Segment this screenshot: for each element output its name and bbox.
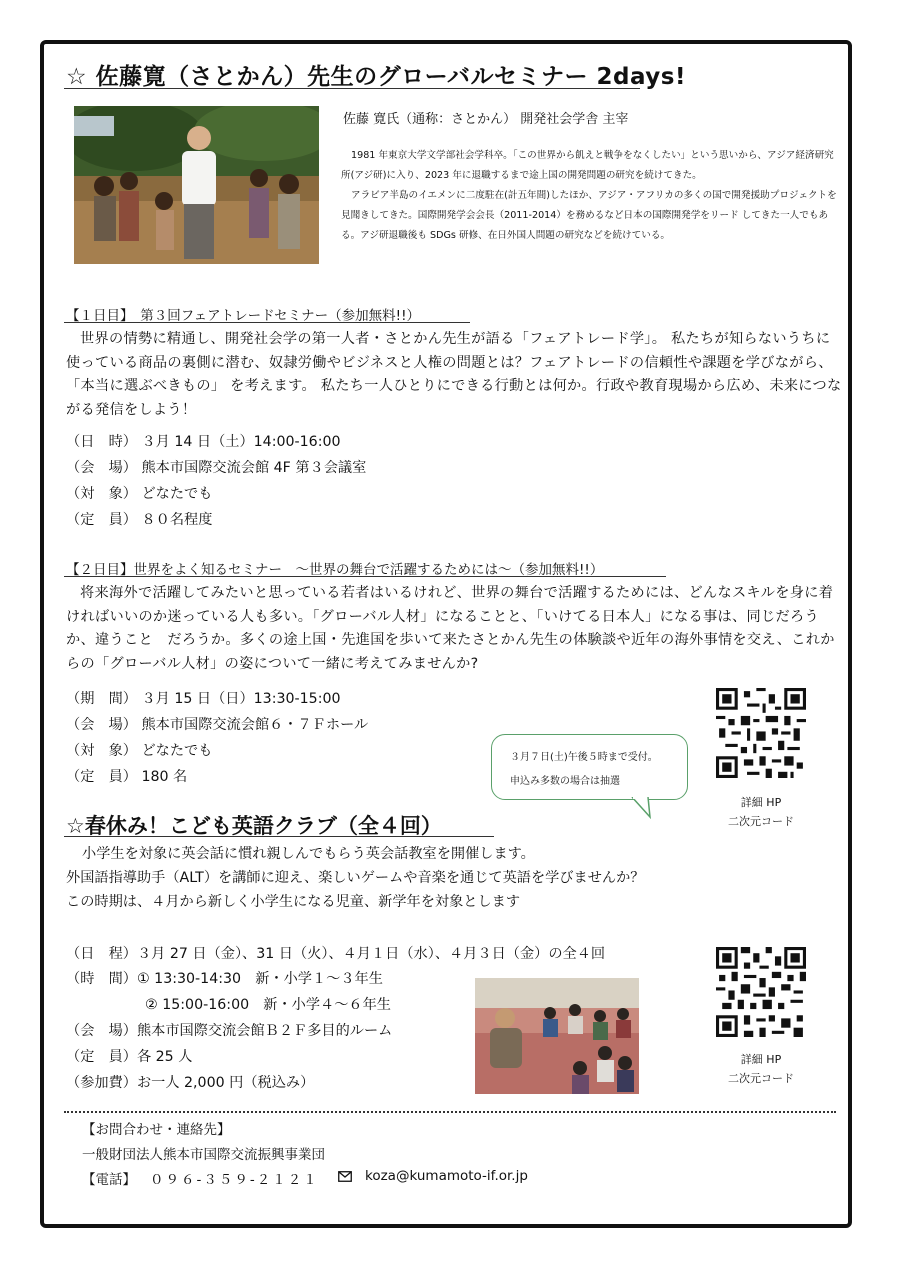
divider (64, 1111, 836, 1113)
day2-capacity: （定 員） 180 名 (66, 769, 188, 785)
club-fee: （参加費）お一人 2,000 円（税込み） (66, 1075, 315, 1091)
day2-target: （対 象） どなたでも (66, 743, 213, 759)
qr-code-club[interactable] (716, 947, 806, 1037)
day1-underline (64, 322, 470, 323)
bubble-tail (630, 797, 658, 819)
club-venue: （会 場）熊本市国際交流会館Ｂ２Ｆ多目的ルーム (66, 1023, 393, 1039)
club-schedule: （日 程）３月 27 日（金）、31 日（火）、４月１日（水）、４月３日（金）の全４回 (66, 946, 606, 962)
day1-capacity: （定 員） ８０名程度 (66, 512, 213, 528)
qr-code-seminar[interactable] (716, 688, 806, 778)
club-capacity: （定 員）各 25 人 (66, 1049, 193, 1065)
email-link[interactable]: koza@kumamoto-if.or.jp (365, 1168, 528, 1184)
day1-date: （日 時） ３月 14 日（土）14:00-16:00 (66, 434, 341, 450)
seminar-title: ☆ 佐藤寛（さとかん）先生のグローバルセミナー 2days! (66, 64, 686, 90)
mail-icon (338, 1171, 352, 1182)
club-title: ☆春休み！こども英語クラブ（全４回） (66, 814, 442, 838)
day1-venue: （会 場） 熊本市国際交流会館 4F 第３会議室 (66, 460, 367, 476)
day1-target: （対 象） どなたでも (66, 486, 213, 502)
qr-label-hp: 詳細 HP (740, 1053, 782, 1066)
day2-venue: （会 場） 熊本市国際交流会館６・７Ｆホール (66, 717, 369, 733)
contact-heading: 【お問合わせ・連絡先】 (82, 1122, 231, 1138)
club-photo (475, 978, 639, 1094)
qr-label-hp: 詳細 HP (740, 796, 782, 809)
day2-underline (64, 576, 666, 577)
club-time-1: （時 間）① 13:30-14:30 新・小学１～３年生 (66, 971, 383, 987)
deadline-bubble (491, 734, 688, 800)
speaker-name: 佐藤 寛氏（通称：さとかん） 開発社会学舎 主宰 (343, 112, 629, 127)
title-underline (64, 88, 640, 89)
day2-heading: 【２日目】世界をよく知るセミナー ～世界の舞台で活躍するためには～（参加無料!!） (66, 562, 604, 578)
day2-body-text: 将来海外で活躍してみたいと思っている若者はいるけれど、世界の舞台で活躍するためには、どんなスキルを身に着ければいいのか迷っている人も多い。「グローバル人材」になることと、「いけてる日本人」になる事は、同じだろうか、違うこと だろうか。多くの途上国・先進国を歩いて来たさとかん先生の体験談や近年の海外事情を交え、これからの「グローバル人材」の姿について一緒に考えてみませんか? (66, 585, 835, 672)
qr-label-code: 二次元コード (728, 815, 794, 828)
club-title-underline (64, 836, 494, 837)
speaker-bio (341, 146, 838, 246)
club-body-line: 外国語指導助手（ALT）を講師に迎え、楽しいゲームや音楽を通じて英語を学びませんか？ (66, 870, 645, 886)
day2-date: （期 間） ３月 15 日（日）13:30-15:00 (66, 691, 341, 707)
phone-number: ０９６-３５９-２１２１ (150, 1172, 319, 1188)
speaker-photo (74, 106, 319, 264)
day2-body (66, 582, 842, 676)
club-time-2: ② 15:00-16:00 新・小学４～６年生 (145, 997, 391, 1013)
day1-body (66, 328, 842, 422)
day1-heading: 【１日目】 第３回フェアトレードセミナー（参加無料!!） (66, 308, 420, 324)
bubble-line-1: ３月７日(土)午後５時まで受付。 (510, 752, 658, 763)
club-body-line: この時期は、４月から新しく小学生になる児童、新学年を対象とします (66, 894, 521, 910)
contact-org: 一般財団法人熊本市国際交流振興事業団 (82, 1147, 325, 1163)
qr-label-code: 二次元コード (728, 1072, 794, 1085)
day1-body-text: 世界の情勢に精通し、開発社会学の第一人者・さとかん先生が語る「フェアトレード学」。 私たちが知らないうちに使っている商品の裏側に潜む、奴隷労働やビジネスと人権の問題とは？フェアトレードの信頼性や課題を学びながら、「本当に選ぶべきもの」 を考えます。 私たち一人ひとりにできる行動とは何か。行政や教育現場から広め、未来につながる発信をしよう！ (66, 331, 842, 418)
bio-paragraph: アラビア半島のイエメンに二度駐在(計五年間)したほか、アジア・アフリカの多くの国で開発援助プロジェクトを見聞きしてきた。国際開発学会会長（2011-2014）を務めるなど日本の国際開発学をリード してきた一人でもある。アジ研退職後も SDGs 研修、在日外国人問題の研究などを続けている。 (341, 190, 837, 241)
club-body-line: 小学生を対象に英会話に慣れ親しんでもらう英会話教室を開催します。 (82, 846, 535, 862)
bubble-line-2: 申込み多数の場合は抽選 (510, 776, 620, 787)
bio-paragraph: 1981 年東京大学文学部社会学科卒。「この世界から飢えと戦争をなくしたい」という思いから、アジア経済研究所(アジ研)に入り、2023 年に退職するまで途上国の開発問題の研究を続けてきた。 (341, 150, 834, 181)
phone-label: 【電話】 (82, 1172, 136, 1188)
